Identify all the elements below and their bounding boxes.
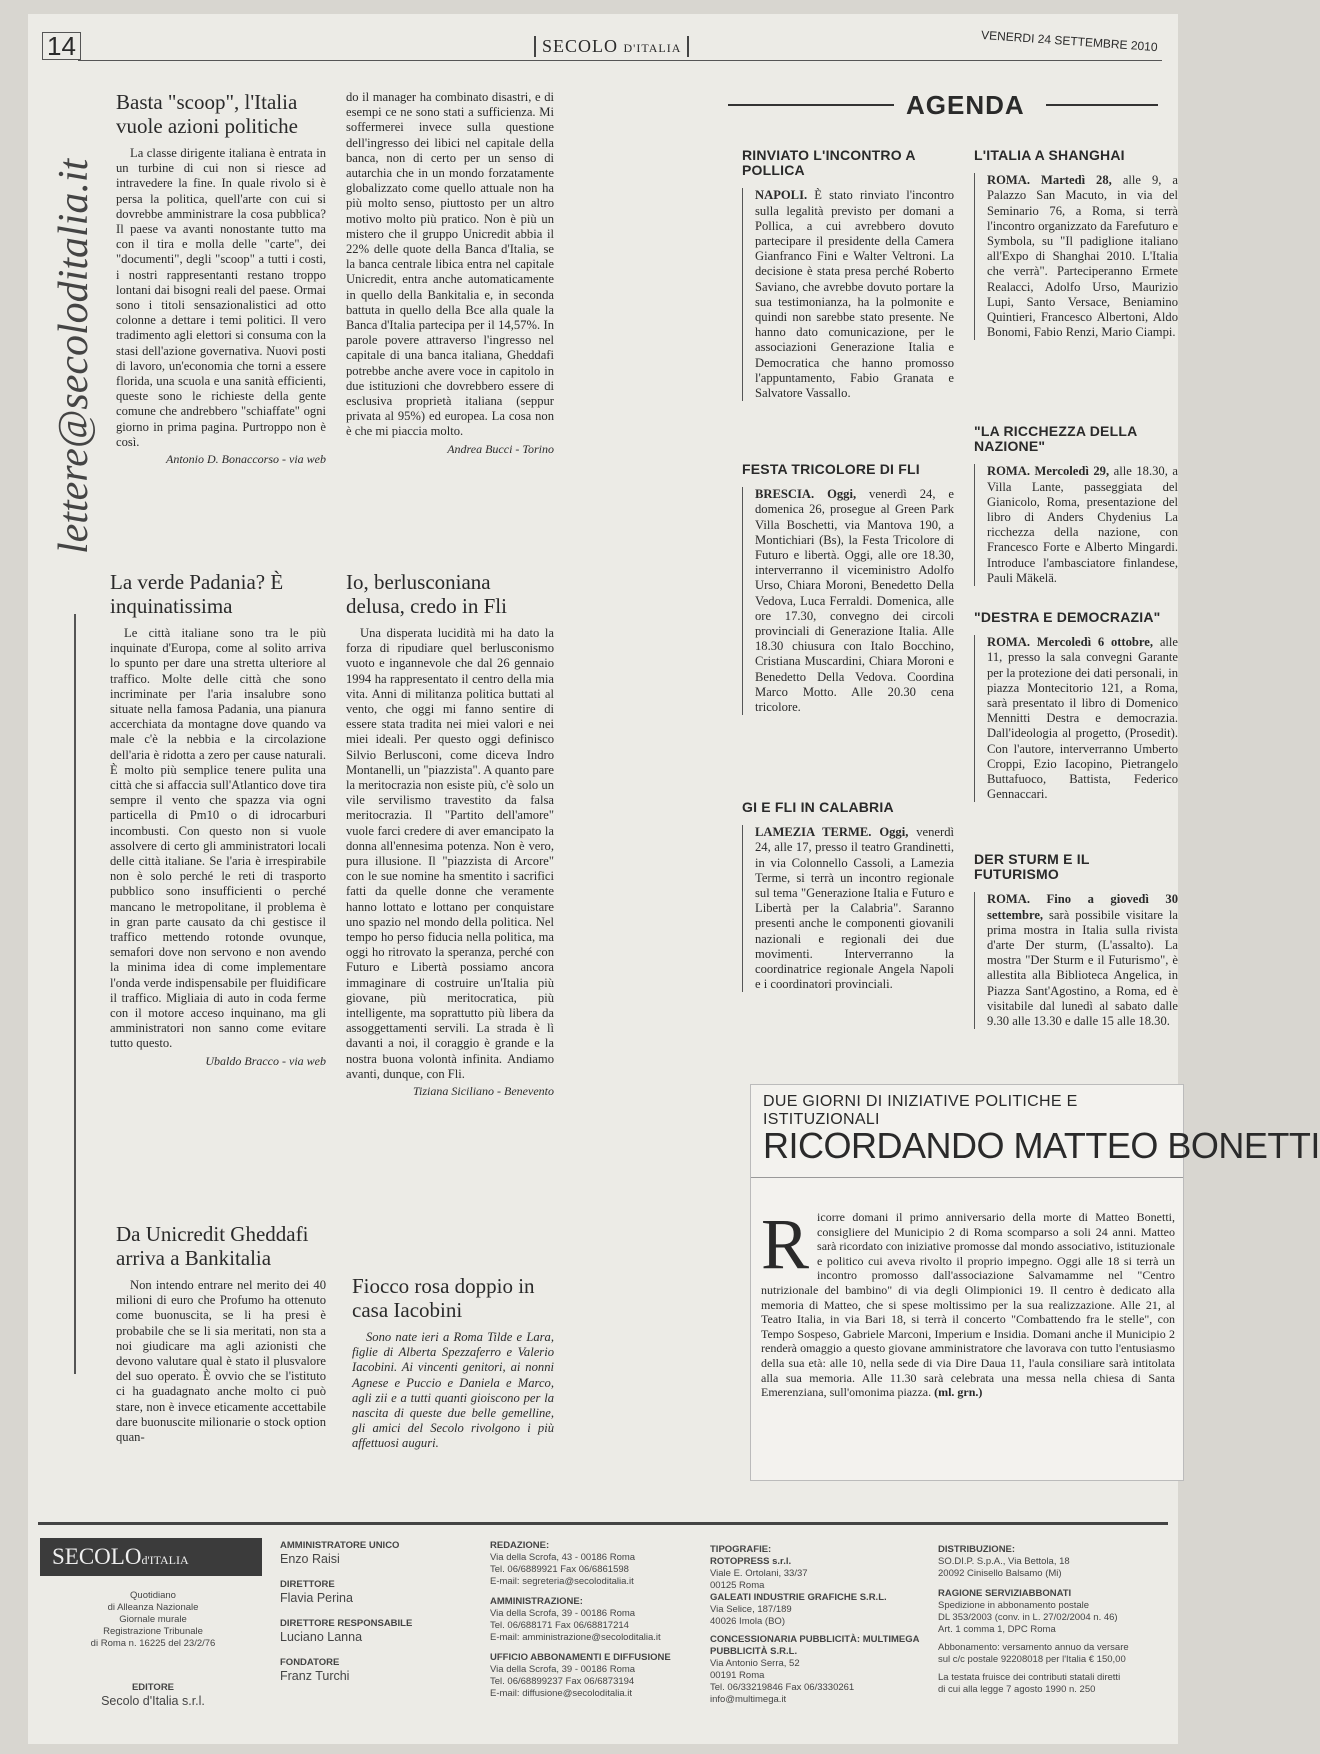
tipografie-line: 40026 Imola (BO) (710, 1616, 785, 1627)
distribuzione-line: SO.DI.P. S.p.A., Via Bettola, 18 (938, 1556, 1070, 1567)
footer-logo-suffix: d'ITALIA (141, 1553, 189, 1567)
newspaper-page (28, 14, 1320, 1744)
agenda-item-lead: ROMA. Mercoledì 29, (987, 464, 1110, 479)
letter-title: Basta "scoop", l'Italia vuole azioni politiche (116, 90, 298, 138)
feature-title: RICORDANDO MATTEO BONETTI (763, 1125, 1320, 1166)
side-divider (74, 614, 76, 1374)
agenda-item-body: venerdì 24, e domenica 26, prosegue al Green Park Villa Boschetti, via Mantova 190, a Montichiari (Bs), la Festa Tricolore di Futuro e libertà. Oggi, alle ore 18.30, interverranno il viceministro Adolfo Urso, Chiara Moroni, Benedetto Della Vedova, Luca Ferraldi. Domenica, alle ore 17.30, convegno dei circoli provinciali di Generazione Italia. Alle 18.30 chiusura con Italo Bocchino, Cristiana Muscardini, Chiara Moroni e Benedetto Della Vedova. Coordina Marco Motto. Alle 20.30 cena tricolore. (755, 487, 954, 715)
footer-tagline (48, 1590, 258, 1650)
letter-signature: Andrea Bucci - Torino (447, 441, 554, 456)
direttore-value: Flavia Perina (280, 1591, 353, 1605)
feature-box (750, 1084, 1320, 1481)
servizi-label: RAGIONE SERVIZIABBONATI (938, 1588, 1072, 1599)
masthead (534, 36, 689, 57)
agenda-item-title: RINVIATO L'INCONTRO A POLLICA (742, 147, 916, 179)
abbonamenti-line: Tel. 06/68899237 Fax 06/6873194 (490, 1676, 635, 1687)
agenda-item-body: sarà possibile visitare la prima mostra in Italia sulla rivista d'arte Der sturm, (L'assalto). La mostra "Der Sturm e il Futurismo", è allestita alla Biblioteca Angelica, in Piazza Sant'Agostino, a Roma, ed è visitabile dal lunedì al sabato dalle 9.30 alle 13.30 e dalle 15 alle 18.30. (987, 907, 1179, 1029)
tipografie-line: Viale E. Ortolani, 33/37 (710, 1568, 808, 1579)
letter-body: do il manager ha combinato disastri, e di esempi ce ne sono stati a sufficienza. Mi soffermerei invece sulla questione dell'ingresso dei libici nel capitale della banca, non di certo per un senso di autarchia che in un mondo forzatamente globalizzato come quello attuale non ha più molto senso, piuttosto per un altro motivo molto più pratico. Non è più un mistero che il gruppo Unicredit abbia il 22% delle quote della Banca d'Italia, se la banca centrale libica entra nel capitale Unicredit, entra anche automaticamente in quello della Bankitalia e, in seconda battuta in quello della Bce alla quale la Banca d'Italia partecipa per il 14,57%. In parole povere attraverso l'ingresso nel capitale di una banca italiana, Gheddafi potrebbe anche avere voce in capitolo in due istituzioni che dovrebbero essere di esclusiva proprietà italiana (seppur privata al 95%) ed europea. La cosa non è che mi piaccia molto. (346, 90, 554, 439)
agenda-header (728, 84, 1158, 124)
footer-editore (48, 1682, 258, 1709)
tipografie-line: 00125 Roma (710, 1580, 765, 1591)
agenda-item-lead: ROMA. Fino a giovedì 30 settembre, (987, 892, 1178, 922)
redazione-line: Via della Scrofa, 43 - 00186 Roma (490, 1552, 636, 1563)
distribuzione-label: DISTRIBUZIONE: (938, 1544, 1016, 1555)
agenda-item-title: GI E FLI IN CALABRIA (742, 799, 894, 815)
amministratore-label: AMMINISTRATORE UNICO (280, 1540, 400, 1551)
colophon-rule (38, 1522, 1168, 1525)
letter-scoop (116, 90, 326, 467)
note-fiocco-rosa (352, 1274, 554, 1452)
tipografie-label: TIPOGRAFIE: (710, 1544, 772, 1555)
tagline-line: Giornale murale (119, 1614, 187, 1625)
footer-logo (40, 1538, 262, 1576)
concessionaria-line: Via Antonio Serra, 52 (710, 1658, 800, 1669)
letter-berlusconiana (346, 570, 554, 1099)
colophon (28, 1514, 1178, 1744)
letter-padania (110, 570, 326, 1069)
tagline-line: di Alleanza Nazionale (107, 1602, 199, 1613)
editore-label: EDITORE (131, 1682, 175, 1693)
agenda-rule-left (728, 104, 894, 106)
footer-tipografie (710, 1544, 920, 1706)
agenda-item-lead: ROMA. Martedì 28, (987, 173, 1112, 188)
letter-body: Non intendo entrare nel merito dei 40 milioni di euro che Profumo ha ottenuto come buonuscita, se li ha presi è probabile che se li sia meritati, non sta a noi giudicare ma agli azionisti che devono valutare qual è stato il plusvalore del suo operato. È ovvio che se l'istituto ci ha guadagnato anche molto ci può stare, non è invece eticamente accettabile dare buonuscite milionarie o stock option quan- (116, 1278, 326, 1445)
distribuzione-line: 20092 Cinisello Balsamo (Mi) (938, 1568, 1062, 1579)
concessionaria-line: 00191 Roma (710, 1670, 765, 1681)
agenda-item-title: "DESTRA E DEMOCRAZIA" (974, 609, 1161, 625)
concessionaria-line: info@multimega.it (710, 1694, 787, 1705)
agenda-item-title: L'ITALIA A SHANGHAI (974, 147, 1125, 163)
footer-redazione (490, 1540, 690, 1700)
letter-unicredit-continued (346, 90, 554, 457)
feature-kicker: DUE GIORNI DI INIZIATIVE POLITICHE E ISTITUZIONALI (763, 1093, 1078, 1128)
footer-staff (280, 1540, 470, 1684)
agenda-item-title: "LA RICCHEZZA DELLA NAZIONE" (974, 423, 1137, 455)
servizi-line: Art. 1 comma 1, DPC Roma (938, 1624, 1056, 1635)
letter-title: Da Unicredit Gheddafi arriva a Bankitalia (116, 1222, 309, 1270)
fondatore-label: FONDATORE (280, 1657, 340, 1668)
agenda-item-body: alle 18.30, a Villa Lante, passeggiata del Gianicolo, Roma, presentazione del libro di Anders Chydenius La ricchezza della nazione, con Francesco Forte e Alberto Mingardi. Introduce l'ambasciatore finlandese, Pauli Mäkelä. (987, 464, 1178, 585)
letter-body: Una disperata lucidità mi ha dato la forza di ripudiare quel berlusconismo vuoto e ingannevole che dal 26 gennaio 1994 ha rappresentato il centro della mia vita. Anni di militanza politica buttati al vento, che oggi mi fanno sentire di essere stata tradita nei miei valori e nei miei ideali. Per questo oggi definisco Silvio Berlusconi, come diceva Indro Montanelli, un "piazzista". A quanto pare la meritocrazia non esiste più, c'è solo un vile servilismo travestito da falsa meritocrazia. Il "Partito dell'amore" vuole farci credere di aver emancipato la donna all'ennesima potenza. Non è vero, pura illusione. Il "piazzista di Arcore" con le sue nomine ha smentito i sacrifici fatti da quelle donne che veramente hanno lottato e lottano per conquistare uno spazio nel mondo della politica. Nel tempo ho perso fiducia nella politica, ma oggi ho ritrovato la speranza, perché con Futuro e Libertà possiamo ancora immaginare di costruire un'Italia più giovane, più meritocratica, più intelligente, ma soprattutto più libera da assoggettamenti servili. La strada è lì davanti a noi, il coraggio è grande e la nostra buona volontà infinita. Andiamo avanti, dunque, con Fli. (346, 626, 554, 1081)
agenda-item-destra (974, 610, 1178, 802)
fondatore-value: Franz Turchi (280, 1669, 350, 1683)
abbonamenti-label: UFFICIO ABBONAMENTI E DIFFUSIONE (490, 1652, 671, 1663)
agenda-item-lead: BRESCIA. Oggi, (755, 487, 857, 502)
tagline-line: Registrazione Tribunale (103, 1626, 203, 1637)
tipografie-line: GALEATI INDUSTRIE GRAFICHE S.R.L. (710, 1592, 887, 1603)
note-title: Fiocco rosa doppio in casa Iacobini (352, 1274, 535, 1322)
letter-title: Io, berlusconiana delusa, credo in Fli (346, 570, 507, 618)
tagline-line: Quotidiano (130, 1590, 176, 1601)
feature-body: icorre domani il primo anniversario della morte di Matteo Bonetti, consigliere del Municipio 2 di Roma scomparso a soli 24 anni. Matteo sarà ricordato con iniziative promosse dal mondo associativo, istituzionale e politico cui aveva rivolto il proprio impegno. Oggi alle 18 si terrà un incontro promosso dall'associazione Salvamamme nel "Centro nutrizionale del bambino" di via degli Olimpionici 19. Il centro è dedicato alla memoria di Matteo, che si spese moltissimo per la sua realizzazione. Alle 21, al Teatro Italia, in via Bari 18, si terrà il concerto "Combattendo fra le stelle", con Tempo Sospeso, Gabriele Marconi, Imperium e Insidia. Domani anche il Municipio 2 renderà omaggio a questo giovane amministratore che lavorava con tutto l'entusiasmo della sua età: alle 10, nella sede di via Dire Daua 11, l'aula consiliare sarà intitolata alla sua memoria. Alle 11.30 sarà celebrata una messa nella chiesa di Santa Emerenziana, sull'omonima piazza. (761, 1210, 1175, 1400)
feature-text (761, 1204, 1175, 1400)
servizi-line: DL 353/2003 (conv. in L. 27/02/2004 n. 46) (938, 1612, 1118, 1623)
footer-distribuzione (938, 1544, 1163, 1696)
servizi-line: sul c/c postale 92208018 per l'Italia € 150,00 (938, 1654, 1126, 1665)
agenda-item-title: FESTA TRICOLORE DI FLI (742, 461, 920, 477)
masthead-name: SECOLO (542, 36, 619, 56)
redazione-label: REDAZIONE: (490, 1540, 550, 1551)
letter-title: La verde Padania? È inquinatissima (110, 570, 284, 618)
agenda-item-body: venerdì 24, alle 17, presso il teatro Grandinetti, in via Colonnello Cassoli, a Lamezia Terme, si terrà un incontro regionale sul tema "Generazione Italia e Futuro e Libertà per la Calabria". Saranno presenti anche le componenti giovanili nazionali e regionali dei due movimenti. Interverranno la coordinatrice regionale Angela Napoli e i coordinatori provinciali. (755, 825, 954, 992)
amministrazione-label: AMMINISTRAZIONE: (490, 1596, 583, 1607)
header-rule (78, 60, 1162, 61)
redazione-line: E-mail: segreteria@secoloditalia.it (490, 1576, 634, 1587)
letter-signature: Ubaldo Bracco - via web (205, 1053, 326, 1068)
letter-body: La classe dirigente italiana è entrata in un turbine di cui non si riesce ad intravedere la fine. In quale rivolo si è persa la politica, quell'arte con cui si dovrebbe amministrare la cosa pubblica? Il paese va avanti nonostante tutto ma con il tira e molla delle "carte", dei "documenti", degli "scoop" a tutti i costi, i nostri rappresentanti restano troppo lontani dai bisogni reali del paese. Ormai sono i titoli sensazionalistici ad otto colonne a dettare i temi politici. Il vero tradimento agli elettori si consuma con la stasi dell'azione governativa. Nuovi posti di lavoro, un'economia che torni a essere florida, una scuola e una sanità efficienti, queste sono le richieste della gente comune che andrebbero "schiaffate" ogni giorno in prima pagina. Purtroppo non è così. (116, 146, 326, 449)
letter-signature: Tiziana Siciliano - Benevento (413, 1084, 554, 1099)
tipografie-line: Via Selice, 187/189 (710, 1604, 792, 1615)
amministrazione-line: Tel. 06/688171 Fax 06/68817214 (490, 1620, 629, 1631)
agenda-rule-right (1046, 104, 1158, 106)
direttore-resp-value: Luciano Lanna (280, 1630, 363, 1644)
feature-rule (751, 1177, 1183, 1178)
servizi-line: di cui alla legge 7 agosto 1990 n. 250 (938, 1684, 1096, 1695)
agenda-item-lead: LAMEZIA TERME. Oggi, (755, 825, 909, 840)
letter-signature: Antonio D. Bonaccorso - via web (166, 452, 326, 467)
tagline-line: di Roma n. 16225 del 23/2/76 (90, 1638, 216, 1649)
note-body: Sono nate ieri a Roma Tilde e Lara, figlie di Alberta Spezzaferro e Valerio Iacobini. Ai vincenti genitori, ai nonni Agnese e Puccio e Daniela e Marco, agli zii e a tutti quanti gioiscono per la nascita di queste due belle gemelline, gli amici del Secolo rivolgono i più affettuosi auguri. (352, 1330, 554, 1451)
abbonamenti-line: Via della Scrofa, 39 - 00186 Roma (490, 1664, 636, 1675)
servizi-line: Spedizione in abbonamento postale (938, 1600, 1090, 1611)
tipografie-line: ROTOPRESS s.r.l. (710, 1556, 792, 1567)
agenda-item-der-sturm (974, 852, 1178, 1029)
feature-byline: (ml. grn.) (934, 1385, 983, 1400)
amministrazione-line: Via della Scrofa, 39 - 00186 Roma (490, 1608, 636, 1619)
agenda-item-body: alle 9, a Palazzo San Macuto, in via del Seminario 76, a Roma, si terrà l'incontro organizzato da Farefuturo e Symbola, su "Il padiglione italiano all'Expo di Shanghai 2010. L'Italia che verrà". Parteciperanno Ermete Realacci, Adolfo Urso, Maurizio Lupi, Santo Versace, Beniamino Quintieri, Francesco Albertoni, Aldo Bonomi, Fabio Renzi, Mario Ciampi. (987, 173, 1179, 340)
agenda-item-ricchezza (974, 424, 1178, 586)
concessionaria-line: Tel. 06/33219846 Fax 06/3330261 (710, 1682, 855, 1693)
agenda-item-calabria (742, 800, 954, 992)
masthead-suffix: D'ITALIA (623, 41, 682, 55)
agenda-item-title: DER STURM E IL FUTURISMO (974, 851, 1090, 883)
agenda-item-lead: ROMA. Mercoledì 6 ottobre, (987, 635, 1154, 650)
amministrazione-line: E-mail: amministrazione@secoloditalia.it (490, 1632, 661, 1643)
direttore-resp-label: DIRETTORE RESPONSABILE (280, 1618, 413, 1629)
agenda-title: AGENDA (906, 90, 1025, 120)
amministratore-value: Enzo Raisi (280, 1552, 340, 1566)
letter-body: Le città italiane sono tra le più inquinate d'Europa, come al solito arriva lo spunto per dare una stretta ulteriore al traffico. Molte delle città che sono incriminate per l'aria insalubre sono situate nella famosa Padania, una pianura accerchiata da montagne dove quando va male c'è la nebbia e la circolazione dell'aria è ridotta a zero per cause naturali. È molto più semplice tenere pulita una città che si affaccia sull'Atlantico dove tira sempre il vento che spazza via ogni particella di Pm10 o di idrocarburi incombusti. Con questo non si vuole assolvere di certo gli amministratori locali delle città italiane. Se l'aria è irrespirabile non è solo perché le reti di trasporto pubblico sono insufficienti o perché mancano le metropolitane, il problema è in gran parte causato da chi gestisce il traffico mettendo rotonde ovunque, semafori dove non servono e non avendo la minima idea di come implementare l'onda verde indispensabile per fluidificare il traffico. Migliaia di auto in coda ferme con il motore acceso inquinano, ma gli amministratori non sanno come evitare tutto questo. (110, 626, 326, 1051)
abbonamenti-line: E-mail: diffusione@secoloditalia.it (490, 1688, 633, 1699)
feature-dropcap: R (761, 1204, 810, 1284)
servizi-line: Abbonamento: versamento annuo da versare (938, 1642, 1129, 1653)
issue-date: VENERDI 24 SETTEMBRE 2010 (980, 27, 1159, 55)
concessionaria-label: CONCESSIONARIA PUBBLICITÀ: MULTIMEGA PUBBLICITÀ S.R.L. (710, 1634, 920, 1657)
page-number: 14 (42, 32, 81, 60)
agenda-item-body: È stato rinviato l'incontro sulla legalità previsto per domani a Pollica, a cui avrebbero dovuto partecipare il presidente della Camera Gianfranco Fini e Walter Veltroni. La decisione è stata presa perché Roberto Saviano, che avrebbe dovuto portare la sua testimonianza, ha la polmonite e quindi non sarebbe stato presente. Ne hanno dato comunicazione, per le associazioni Generazione Italia e Democratica che hanno promosso l'appuntamento, Fabio Granata e Salvatore Vassallo. (755, 188, 954, 401)
editore-value: Secolo d'Italia s.r.l. (101, 1694, 205, 1708)
agenda-item-shanghai (974, 148, 1178, 340)
direttore-label: DIRETTORE (280, 1579, 335, 1590)
letter-gheddafi (116, 1222, 326, 1445)
footer-logo-name: SECOLO (52, 1544, 142, 1569)
letters-email-label: lettere@secoloditalia.it (51, 158, 97, 554)
agenda-item-lead: NAPOLI. (755, 188, 808, 203)
agenda-item-festa-tricolore (742, 462, 954, 715)
redazione-line: Tel. 06/6889921 Fax 06/6861598 (490, 1564, 629, 1575)
agenda-item-body: alle 11, presso la sala convegni Garante per la protezione dei dati personali, in piazza Montecitorio 121, a Roma, sarà presentato il libro di Domenico Mennitti Destra e democrazia. Dall'ideologia al progetto, (Prosedit). Con l'autore, interverranno Umberto Croppi, Ezio Iacopino, Pietrangelo Buttafuoco, Battista, Federico Gennaccari. (987, 635, 1178, 802)
agenda-item-pollica (742, 148, 954, 401)
page-header (28, 22, 1178, 62)
servizi-line: La testata fruisce dei contributi statali diretti (938, 1672, 1121, 1683)
